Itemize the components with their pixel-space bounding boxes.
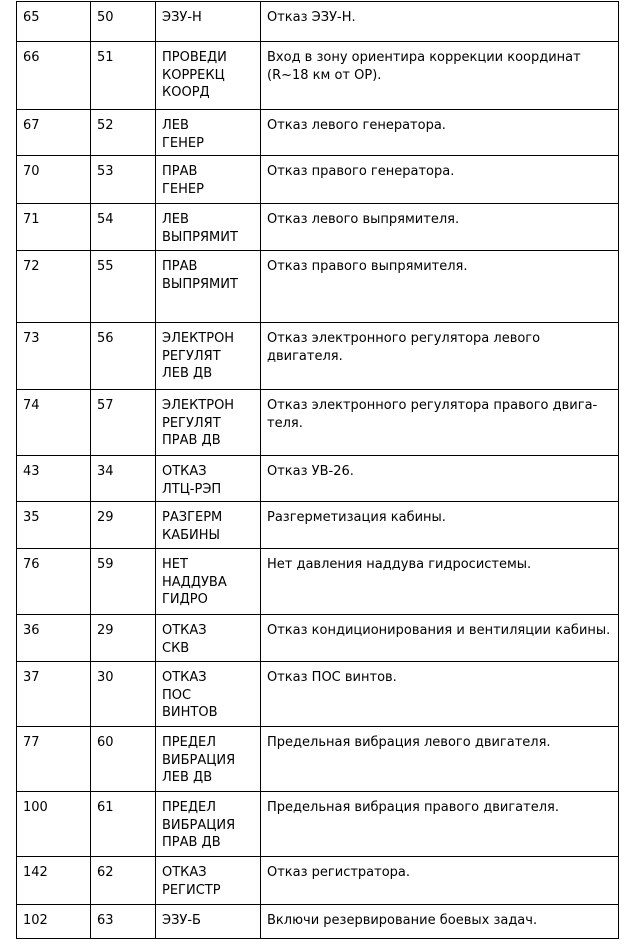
code-b-cell: 62	[91, 857, 156, 905]
table-row	[17, 156, 619, 204]
message-cell: ОТКАЗ РЕГИСТР	[156, 857, 261, 905]
message-cell: ОТКАЗ ЛТЦ-РЭП	[156, 456, 261, 502]
code-a-cell: 100	[17, 792, 91, 857]
message-cell: РАЗГЕРМ КАБИНЫ	[156, 502, 261, 549]
message-cell: ПРАВ ВЫПРЯМИТ	[156, 251, 261, 323]
table-row	[17, 390, 619, 456]
message-cell: ПРАВ ГЕНЕР	[156, 156, 261, 204]
description-cell: Предельная вибрация левого двигателя.	[261, 727, 619, 792]
message-cell: ЭЛЕКТРОН РЕГУЛЯТ ЛЕВ ДВ	[156, 323, 261, 390]
code-b-cell: 53	[91, 156, 156, 204]
code-a-cell: 37	[17, 662, 91, 727]
description-cell: Отказ левого генератора.	[261, 110, 619, 156]
code-b-cell: 34	[91, 456, 156, 502]
description-cell: Отказ электронного регулятора левого двигателя.	[261, 323, 619, 390]
description-cell: Включи резервирование боевых задач.	[261, 905, 619, 939]
code-b-cell: 52	[91, 110, 156, 156]
table-row	[17, 456, 619, 502]
code-b-cell: 63	[91, 905, 156, 939]
code-a-cell: 72	[17, 251, 91, 323]
description-cell: Вход в зону ориентира коррекции координат (R~18 км от ОР).	[261, 42, 619, 110]
message-cell: ЭЗУ-Б	[156, 905, 261, 939]
code-b-cell: 60	[91, 727, 156, 792]
message-cell: НЕТ НАДДУВА ГИДРО	[156, 549, 261, 615]
description-cell: Разгерметизация кабины.	[261, 502, 619, 549]
code-b-cell: 54	[91, 204, 156, 251]
description-cell: Отказ регистратора.	[261, 857, 619, 905]
message-cell: ЛЕВ ВЫПРЯМИТ	[156, 204, 261, 251]
description-cell: Нет давления наддува гидросистемы.	[261, 549, 619, 615]
code-a-cell: 36	[17, 615, 91, 662]
table-row	[17, 615, 619, 662]
code-a-cell: 142	[17, 857, 91, 905]
table-row	[17, 727, 619, 792]
description-cell: Предельная вибрация правого двигателя.	[261, 792, 619, 857]
description-cell: Отказ кондиционирования и вентиляции кабины.	[261, 615, 619, 662]
code-a-cell: 35	[17, 502, 91, 549]
code-a-cell: 65	[17, 2, 91, 42]
code-b-cell: 56	[91, 323, 156, 390]
code-b-cell: 61	[91, 792, 156, 857]
message-cell: ЭЛЕКТРОН РЕГУЛЯТ ПРАВ ДВ	[156, 390, 261, 456]
signals-table	[16, 1, 619, 939]
table-row	[17, 2, 619, 42]
table-row	[17, 251, 619, 323]
code-a-cell: 71	[17, 204, 91, 251]
message-cell: ПРОВЕДИ КОРРЕКЦ КООРД	[156, 42, 261, 110]
description-cell: Отказ электронного регулятора правого двига-теля.	[261, 390, 619, 456]
description-cell: Отказ ЭЗУ-Н.	[261, 2, 619, 42]
table-row	[17, 905, 619, 939]
message-cell: ЭЗУ-Н	[156, 2, 261, 42]
code-b-cell: 30	[91, 662, 156, 727]
message-cell: ПРЕДЕЛ ВИБРАЦИЯ ЛЕВ ДВ	[156, 727, 261, 792]
description-cell: Отказ УВ-26.	[261, 456, 619, 502]
code-a-cell: 67	[17, 110, 91, 156]
code-b-cell: 57	[91, 390, 156, 456]
code-b-cell: 50	[91, 2, 156, 42]
table-row	[17, 662, 619, 727]
code-a-cell: 73	[17, 323, 91, 390]
code-b-cell: 29	[91, 615, 156, 662]
table-row	[17, 204, 619, 251]
description-cell: Отказ правого генератора.	[261, 156, 619, 204]
table-row	[17, 110, 619, 156]
message-cell: ОТКАЗ ПОС ВИНТОВ	[156, 662, 261, 727]
code-a-cell: 74	[17, 390, 91, 456]
code-b-cell: 59	[91, 549, 156, 615]
table-row	[17, 323, 619, 390]
code-a-cell: 102	[17, 905, 91, 939]
table-row	[17, 502, 619, 549]
code-a-cell: 66	[17, 42, 91, 110]
code-b-cell: 55	[91, 251, 156, 323]
code-a-cell: 76	[17, 549, 91, 615]
table-row	[17, 549, 619, 615]
code-a-cell: 70	[17, 156, 91, 204]
code-a-cell: 43	[17, 456, 91, 502]
message-cell: ПРЕДЕЛ ВИБРАЦИЯ ПРАВ ДВ	[156, 792, 261, 857]
message-cell: ОТКАЗ СКВ	[156, 615, 261, 662]
code-b-cell: 29	[91, 502, 156, 549]
code-a-cell: 77	[17, 727, 91, 792]
table-row	[17, 857, 619, 905]
signals-table-body	[17, 2, 619, 939]
description-cell: Отказ левого выпрямителя.	[261, 204, 619, 251]
table-row	[17, 42, 619, 110]
description-cell: Отказ правого выпрямителя.	[261, 251, 619, 323]
table-row	[17, 792, 619, 857]
message-cell: ЛЕВ ГЕНЕР	[156, 110, 261, 156]
code-b-cell: 51	[91, 42, 156, 110]
description-cell: Отказ ПОС винтов.	[261, 662, 619, 727]
